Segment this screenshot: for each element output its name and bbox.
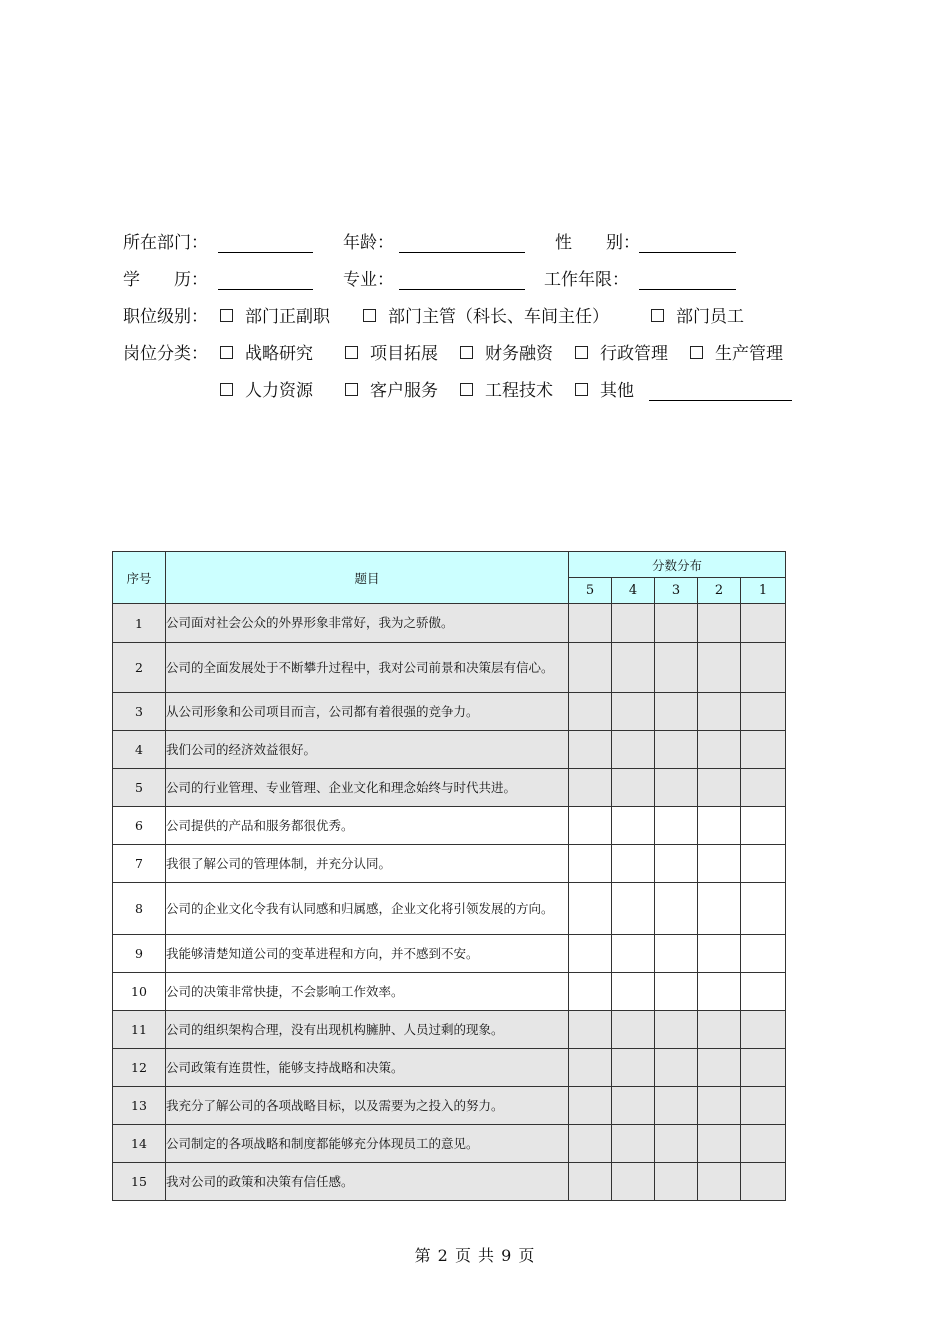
score-cell-3[interactable] bbox=[655, 1163, 698, 1201]
question-text: 我充分了解公司的各项战略目标，以及需要为之投入的努力。 bbox=[166, 1087, 569, 1125]
score-cell-1[interactable] bbox=[741, 731, 786, 769]
question-text: 公司提供的产品和服务都很优秀。 bbox=[166, 807, 569, 845]
table-row bbox=[113, 731, 786, 769]
score-cell-4[interactable] bbox=[612, 1049, 655, 1087]
age-label: 年龄： bbox=[343, 233, 394, 253]
score-cell-1[interactable] bbox=[741, 693, 786, 731]
other-field[interactable] bbox=[649, 400, 792, 401]
level-option-1[interactable]: 部门主管（科长、车间主任） bbox=[363, 302, 609, 327]
question-text: 公司的行业管理、专业管理、企业文化和理念始终与时代共进。 bbox=[166, 769, 569, 807]
score-cell-4[interactable] bbox=[612, 935, 655, 973]
score-cell-5[interactable] bbox=[569, 1163, 612, 1201]
score-cell-2[interactable] bbox=[698, 1049, 741, 1087]
score-cell-4[interactable] bbox=[612, 973, 655, 1011]
header-no: 序号 bbox=[113, 552, 166, 604]
checkbox-icon[interactable] bbox=[220, 309, 233, 322]
score-header-3: 3 bbox=[655, 578, 698, 604]
table-row bbox=[113, 1011, 786, 1049]
score-cell-3[interactable] bbox=[655, 935, 698, 973]
score-cell-5[interactable] bbox=[569, 973, 612, 1011]
table-row bbox=[113, 769, 786, 807]
checkbox-icon[interactable] bbox=[460, 383, 473, 396]
question-text: 公司的企业文化令我有认同感和归属感，企业文化将引领发展的方向。 bbox=[166, 883, 569, 935]
table-row bbox=[113, 973, 786, 1011]
score-cell-2[interactable] bbox=[698, 935, 741, 973]
score-cell-3[interactable] bbox=[655, 643, 698, 693]
category-option-1[interactable]: 项目拓展 bbox=[345, 339, 438, 364]
score-cell-1[interactable] bbox=[741, 807, 786, 845]
years-label: 工作年限： bbox=[544, 270, 629, 290]
question-text: 我能够清楚知道公司的变革进程和方向，并不感到不安。 bbox=[166, 935, 569, 973]
checkbox-icon[interactable] bbox=[363, 309, 376, 322]
score-cell-1[interactable] bbox=[741, 1087, 786, 1125]
table-row bbox=[113, 643, 786, 693]
category-option-8[interactable]: 其他 bbox=[575, 376, 634, 401]
score-cell-1[interactable] bbox=[741, 845, 786, 883]
score-cell-1[interactable] bbox=[741, 643, 786, 693]
category-option-5[interactable]: 人力资源 bbox=[220, 376, 313, 401]
score-cell-3[interactable] bbox=[655, 731, 698, 769]
score-cell-2[interactable] bbox=[698, 845, 741, 883]
score-cell-4[interactable] bbox=[612, 643, 655, 693]
score-cell-4[interactable] bbox=[612, 1125, 655, 1163]
checkbox-icon[interactable] bbox=[345, 346, 358, 359]
checkbox-icon[interactable] bbox=[220, 383, 233, 396]
score-cell-2[interactable] bbox=[698, 604, 741, 643]
score-cell-2[interactable] bbox=[698, 883, 741, 935]
major-field[interactable] bbox=[399, 289, 525, 290]
education-label: 学 历： bbox=[123, 270, 208, 290]
header-question: 题目 bbox=[166, 552, 569, 604]
score-cell-1[interactable] bbox=[741, 604, 786, 643]
table-row bbox=[113, 1125, 786, 1163]
score-header-5: 5 bbox=[569, 578, 612, 604]
score-cell-3[interactable] bbox=[655, 1087, 698, 1125]
question-text: 公司制定的各项战略和制度都能够充分体现员工的意见。 bbox=[166, 1125, 569, 1163]
score-cell-5[interactable] bbox=[569, 1087, 612, 1125]
score-cell-3[interactable] bbox=[655, 604, 698, 643]
score-cell-3[interactable] bbox=[655, 693, 698, 731]
score-cell-3[interactable] bbox=[655, 973, 698, 1011]
category-option-7[interactable]: 工程技术 bbox=[460, 376, 553, 401]
score-cell-2[interactable] bbox=[698, 1087, 741, 1125]
score-cell-2[interactable] bbox=[698, 693, 741, 731]
category-option-3[interactable]: 行政管理 bbox=[575, 339, 668, 364]
gender-field[interactable] bbox=[639, 252, 736, 253]
checkbox-icon[interactable] bbox=[651, 309, 664, 322]
level-label: 职位级别： bbox=[123, 307, 208, 327]
row-number: 14 bbox=[113, 1125, 166, 1163]
row-number: 9 bbox=[113, 935, 166, 973]
score-header-2: 2 bbox=[698, 578, 741, 604]
row-number: 15 bbox=[113, 1163, 166, 1201]
question-text: 我们公司的经济效益很好。 bbox=[166, 731, 569, 769]
row-number: 7 bbox=[113, 845, 166, 883]
header-scores: 分数分布 bbox=[569, 552, 786, 578]
question-text: 我很了解公司的管理体制，并充分认同。 bbox=[166, 845, 569, 883]
gender-label: 性 别： bbox=[555, 233, 640, 253]
score-cell-4[interactable] bbox=[612, 1011, 655, 1049]
score-header-1: 1 bbox=[741, 578, 786, 604]
score-cell-2[interactable] bbox=[698, 1011, 741, 1049]
score-cell-5[interactable] bbox=[569, 1125, 612, 1163]
question-text: 公司政策有连贯性，能够支持战略和决策。 bbox=[166, 1049, 569, 1087]
checkbox-icon[interactable] bbox=[690, 346, 703, 359]
question-text: 公司的组织架构合理，没有出现机构臃肿、人员过剩的现象。 bbox=[166, 1011, 569, 1049]
table-row bbox=[113, 883, 786, 935]
score-cell-5[interactable] bbox=[569, 807, 612, 845]
table-row bbox=[113, 604, 786, 643]
score-cell-1[interactable] bbox=[741, 973, 786, 1011]
score-cell-5[interactable] bbox=[569, 883, 612, 935]
score-cell-1[interactable] bbox=[741, 1125, 786, 1163]
category-option-4[interactable]: 生产管理 bbox=[690, 339, 783, 364]
score-cell-4[interactable] bbox=[612, 731, 655, 769]
level-option-2[interactable]: 部门员工 bbox=[651, 302, 744, 327]
checkbox-icon[interactable] bbox=[575, 383, 588, 396]
table-row bbox=[113, 807, 786, 845]
score-cell-5[interactable] bbox=[569, 604, 612, 643]
row-number: 10 bbox=[113, 973, 166, 1011]
score-cell-5[interactable] bbox=[569, 1011, 612, 1049]
table-row bbox=[113, 935, 786, 973]
score-cell-3[interactable] bbox=[655, 845, 698, 883]
score-cell-5[interactable] bbox=[569, 731, 612, 769]
score-cell-1[interactable] bbox=[741, 1049, 786, 1087]
score-cell-4[interactable] bbox=[612, 1087, 655, 1125]
score-cell-2[interactable] bbox=[698, 1163, 741, 1201]
score-cell-4[interactable] bbox=[612, 769, 655, 807]
table-row bbox=[113, 1049, 786, 1087]
checkbox-icon[interactable] bbox=[220, 346, 233, 359]
row-number: 5 bbox=[113, 769, 166, 807]
checkbox-icon[interactable] bbox=[460, 346, 473, 359]
score-cell-1[interactable] bbox=[741, 769, 786, 807]
level-option-0[interactable]: 部门正副职 bbox=[220, 302, 330, 327]
table-row bbox=[113, 845, 786, 883]
score-cell-2[interactable] bbox=[698, 807, 741, 845]
score-cell-4[interactable] bbox=[612, 845, 655, 883]
score-cell-3[interactable] bbox=[655, 883, 698, 935]
score-cell-4[interactable] bbox=[612, 883, 655, 935]
age-field[interactable] bbox=[399, 252, 525, 253]
score-cell-5[interactable] bbox=[569, 693, 612, 731]
score-header-4: 4 bbox=[612, 578, 655, 604]
row-number: 13 bbox=[113, 1087, 166, 1125]
checkbox-icon[interactable] bbox=[575, 346, 588, 359]
row-number: 1 bbox=[113, 604, 166, 643]
score-cell-5[interactable] bbox=[569, 643, 612, 693]
row-number: 12 bbox=[113, 1049, 166, 1087]
question-text: 公司的决策非常快捷，不会影响工作效率。 bbox=[166, 973, 569, 1011]
score-cell-2[interactable] bbox=[698, 1125, 741, 1163]
score-cell-2[interactable] bbox=[698, 643, 741, 693]
row-number: 2 bbox=[113, 643, 166, 693]
score-cell-3[interactable] bbox=[655, 1125, 698, 1163]
score-cell-3[interactable] bbox=[655, 769, 698, 807]
score-cell-5[interactable] bbox=[569, 845, 612, 883]
score-cell-1[interactable] bbox=[741, 883, 786, 935]
score-cell-3[interactable] bbox=[655, 807, 698, 845]
education-field[interactable] bbox=[218, 289, 313, 290]
score-cell-1[interactable] bbox=[741, 935, 786, 973]
score-cell-3[interactable] bbox=[655, 1011, 698, 1049]
table-row bbox=[113, 1087, 786, 1125]
table-row bbox=[113, 1163, 786, 1201]
years-field[interactable] bbox=[639, 289, 736, 290]
row-number: 6 bbox=[113, 807, 166, 845]
score-cell-2[interactable] bbox=[698, 973, 741, 1011]
score-cell-3[interactable] bbox=[655, 1049, 698, 1087]
score-cell-2[interactable] bbox=[698, 731, 741, 769]
page-footer: 第 2 页 共 9 页 bbox=[414, 1246, 536, 1265]
major-label: 专业： bbox=[343, 270, 394, 290]
score-cell-4[interactable] bbox=[612, 693, 655, 731]
department-field[interactable] bbox=[218, 252, 313, 253]
category-option-0[interactable]: 战略研究 bbox=[220, 339, 313, 364]
row-number: 3 bbox=[113, 693, 166, 731]
question-text: 公司的全面发展处于不断攀升过程中，我对公司前景和决策层有信心。 bbox=[166, 643, 569, 693]
score-cell-5[interactable] bbox=[569, 935, 612, 973]
question-text: 从公司形象和公司项目而言，公司都有着很强的竞争力。 bbox=[166, 693, 569, 731]
score-cell-5[interactable] bbox=[569, 1049, 612, 1087]
category-option-2[interactable]: 财务融资 bbox=[460, 339, 553, 364]
score-cell-5[interactable] bbox=[569, 769, 612, 807]
score-cell-4[interactable] bbox=[612, 1163, 655, 1201]
score-cell-1[interactable] bbox=[741, 1163, 786, 1201]
survey-body bbox=[113, 604, 786, 1201]
category-option-6[interactable]: 客户服务 bbox=[345, 376, 438, 401]
row-number: 11 bbox=[113, 1011, 166, 1049]
checkbox-icon[interactable] bbox=[345, 383, 358, 396]
row-number: 4 bbox=[113, 731, 166, 769]
category-label: 岗位分类： bbox=[123, 344, 208, 364]
question-text: 我对公司的政策和决策有信任感。 bbox=[166, 1163, 569, 1201]
department-label: 所在部门： bbox=[123, 233, 208, 253]
score-cell-4[interactable] bbox=[612, 604, 655, 643]
row-number: 8 bbox=[113, 883, 166, 935]
score-cell-4[interactable] bbox=[612, 807, 655, 845]
score-cell-2[interactable] bbox=[698, 769, 741, 807]
question-text: 公司面对社会公众的外界形象非常好，我为之骄傲。 bbox=[166, 604, 569, 643]
table-row bbox=[113, 693, 786, 731]
survey-table bbox=[112, 551, 786, 1201]
score-cell-1[interactable] bbox=[741, 1011, 786, 1049]
